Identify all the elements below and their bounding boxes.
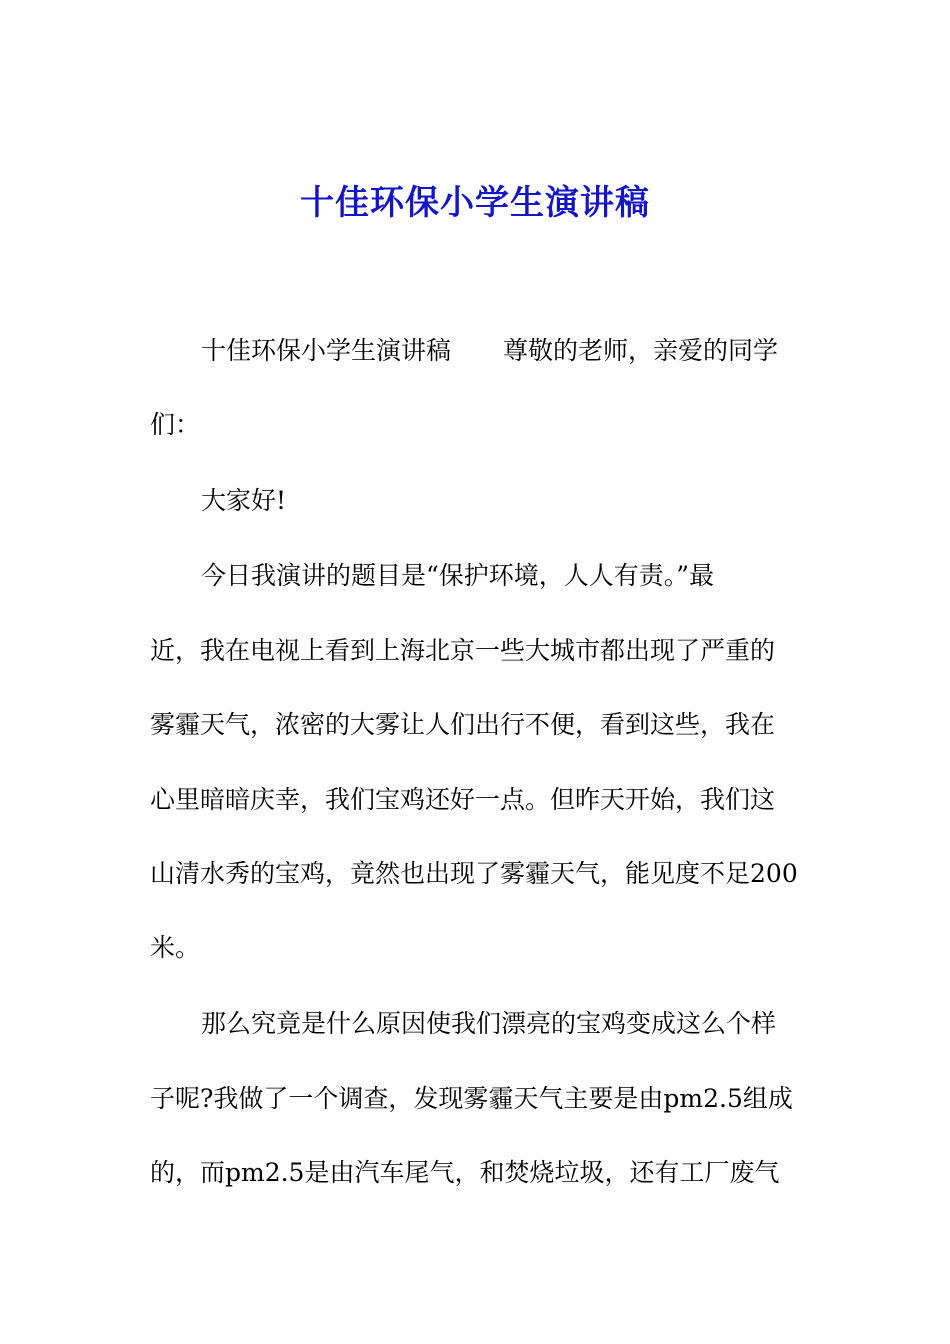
paragraph-line-10: 那么究竟是什么原因使我们漂亮的宝鸡变成这么个样 — [201, 1009, 777, 1038]
paragraph-line-3: 大家好! — [201, 486, 287, 515]
paragraph-line-7: 心里暗暗庆幸，我们宝鸡还好一点。但昨天开始，我们这 — [150, 785, 776, 814]
paragraph-line-4: 今日我演讲的题目是“保护环境，人人有责。”最 — [201, 561, 715, 590]
paragraph-line-12: 的，而pm2.5是由汽车尾气，和焚烧垃圾，还有工厂废气 — [150, 1158, 780, 1187]
inline-heading-text: 十佳环保小学生演讲稿 — [201, 336, 452, 365]
paragraph-line-1 — [201, 331, 861, 371]
paragraph-line-9: 米。 — [150, 933, 201, 962]
paragraph-line-2: 们： — [150, 410, 201, 439]
paragraph-line-11: 子呢?我做了一个调查，发现雾霾天气主要是由pm2.5组成 — [150, 1084, 793, 1113]
document-title: 十佳环保小学生演讲稿 — [300, 183, 650, 223]
paragraph-line-8: 山清水秀的宝鸡，竟然也出现了雾霾天气，能见度不足200 — [150, 859, 798, 888]
paragraph-line-6: 雾霾天气，浓密的大雾让人们出行不便，看到这些，我在 — [150, 710, 776, 739]
paragraph-line-5: 近，我在电视上看到上海北京一些大城市都出现了严重的 — [150, 636, 776, 665]
greeting-text: 尊敬的老师，亲爱的同学 — [503, 336, 779, 365]
